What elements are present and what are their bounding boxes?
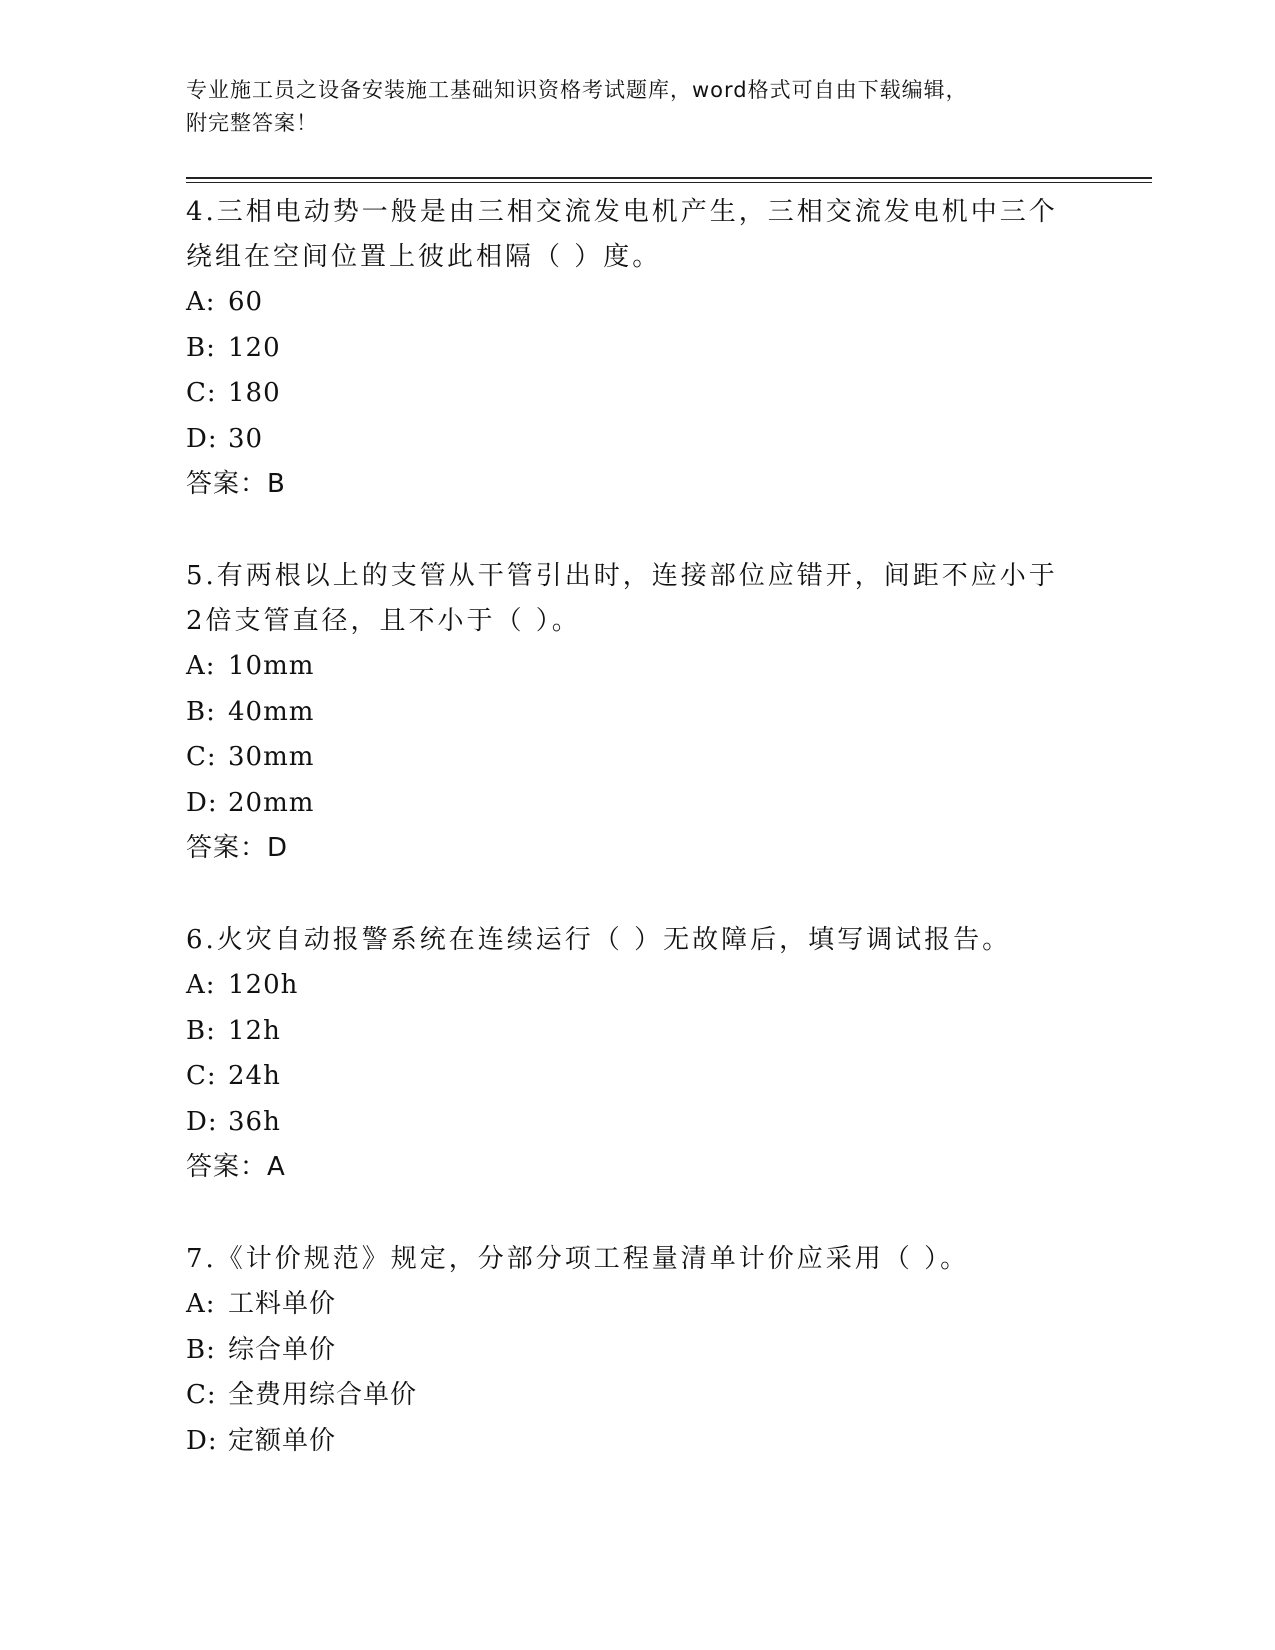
option-b — [186, 1328, 1086, 1374]
option-label: D: — [186, 1425, 218, 1456]
option-label: A: — [186, 651, 216, 681]
option-label: D: — [186, 1106, 218, 1137]
option-text: 180 — [228, 378, 281, 408]
option-text: 120h — [228, 970, 299, 1000]
header-divider-thin — [186, 182, 1152, 183]
option-text: 综合单价 — [228, 1334, 337, 1365]
question-6 — [186, 918, 1086, 1190]
question-text-line: 2倍支管直径，且不小于（ ）。 — [186, 606, 581, 636]
option-label: D: — [186, 787, 218, 818]
option-label: D: — [186, 423, 218, 454]
option-d — [186, 1100, 1086, 1146]
question-text-line: 7.《计价规范》规定，分部分项工程量清单计价应采用（ ）。 — [186, 1244, 970, 1274]
option-a — [186, 280, 1086, 326]
option-label: A: — [186, 287, 216, 317]
question-text-line: 绕组在空间位置上彼此相隔（ ）度。 — [186, 242, 662, 272]
header-line-1: 专业施工员之设备安装施工基础知识资格考试题库，word格式可自由下载编辑， — [186, 78, 968, 102]
option-text: 全费用综合单价 — [228, 1380, 418, 1410]
option-label: C: — [186, 1380, 217, 1410]
option-label: B: — [186, 1015, 216, 1046]
question-text-line: 6.火灾自动报警系统在连续运行（ ）无故障后，填写调试报告。 — [186, 925, 1012, 955]
option-label: C: — [186, 378, 217, 408]
option-label: B: — [186, 332, 216, 363]
header-line-2: 附完整答案！ — [186, 111, 318, 135]
option-a — [186, 1282, 1086, 1328]
option-text: 12h — [228, 1015, 281, 1046]
question-list — [186, 190, 1086, 1464]
option-d — [186, 781, 1086, 827]
question-4 — [186, 190, 1086, 507]
option-text: 120 — [228, 332, 281, 363]
question-5 — [186, 554, 1086, 871]
option-label: C: — [186, 1061, 217, 1091]
question-7 — [186, 1237, 1086, 1464]
option-text: 30 — [228, 423, 264, 454]
option-c — [186, 371, 1086, 417]
option-b — [186, 326, 1086, 372]
option-text: 40mm — [228, 696, 315, 727]
option-text: 20mm — [228, 787, 315, 818]
answer-line: 答案：A — [186, 1152, 286, 1182]
option-label: B: — [186, 696, 216, 727]
answer-line: 答案：D — [186, 833, 289, 863]
answer-line: 答案：B — [186, 469, 286, 499]
option-text: 60 — [228, 287, 264, 317]
question-text-line: 4.三相电动势一般是由三相交流发电机产生，三相交流发电机中三个 — [186, 197, 1058, 227]
option-c — [186, 735, 1086, 781]
option-label: B: — [186, 1334, 216, 1365]
option-label: C: — [186, 742, 217, 772]
option-d — [186, 417, 1086, 463]
option-b — [186, 690, 1086, 736]
header-divider-thick — [186, 177, 1152, 179]
option-text: 定额单价 — [228, 1425, 337, 1456]
option-text: 30mm — [228, 742, 315, 772]
option-a — [186, 963, 1086, 1009]
document-header — [186, 74, 1066, 140]
option-text: 24h — [228, 1061, 281, 1091]
question-text-line: 5.有两根以上的支管从干管引出时，连接部位应错开，间距不应小于 — [186, 561, 1058, 591]
option-c — [186, 1054, 1086, 1100]
option-c — [186, 1373, 1086, 1419]
option-label: A: — [186, 1289, 216, 1319]
option-text: 10mm — [228, 651, 315, 681]
option-label: A: — [186, 970, 216, 1000]
option-text: 36h — [228, 1106, 281, 1137]
option-d — [186, 1419, 1086, 1465]
option-a — [186, 644, 1086, 690]
option-text: 工料单价 — [228, 1289, 337, 1319]
option-b — [186, 1009, 1086, 1055]
